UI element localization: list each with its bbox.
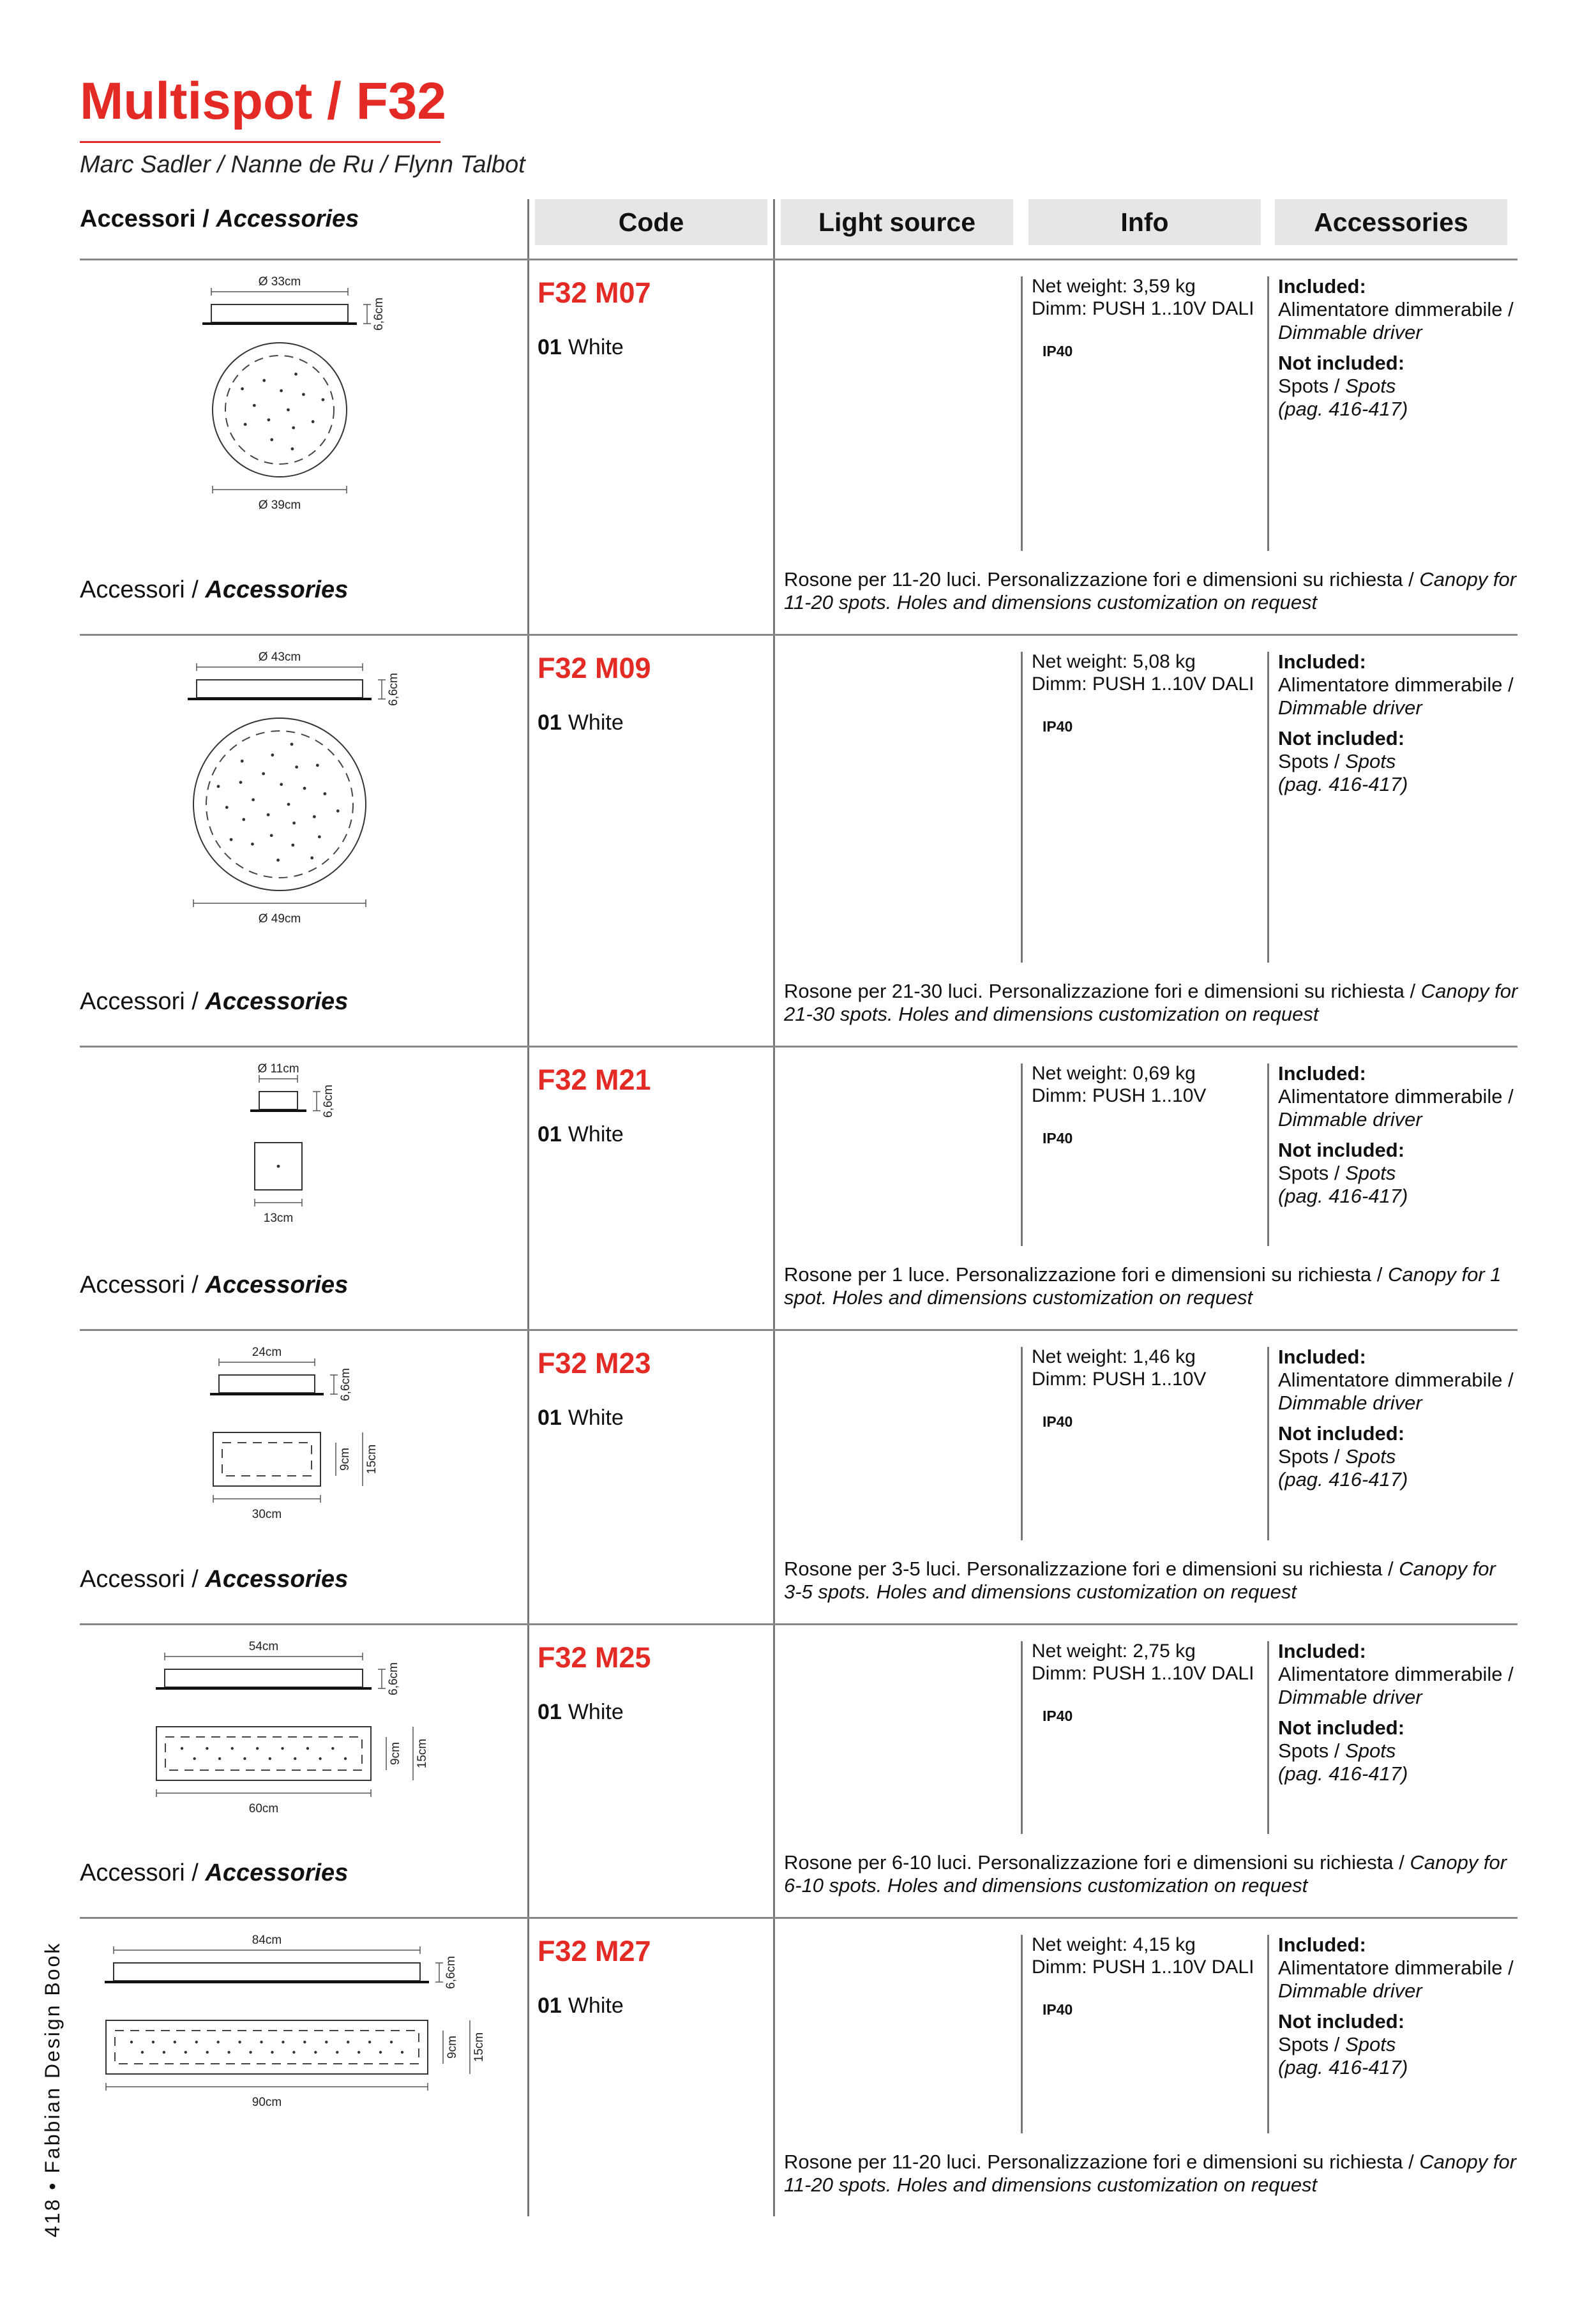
spot-hole	[316, 763, 319, 767]
bottom-dimension-label: 30cm	[252, 1508, 282, 1521]
section-accessories-en: Accessories	[205, 576, 349, 603]
info-column-divider	[1021, 1063, 1023, 1246]
finish-code: 01	[538, 1700, 562, 1724]
mounting-outline	[165, 1737, 362, 1770]
mounting-outline	[222, 1443, 312, 1476]
section-divider	[80, 634, 1517, 636]
section-accessories-en: Accessories	[205, 1272, 349, 1298]
ip-rating: IP40	[1043, 1413, 1073, 1430]
accessories-info	[1278, 1346, 1521, 1491]
bottom-dimension-label: Ø 39cm	[258, 499, 301, 512]
spot-hole	[218, 1757, 221, 1760]
spot-hole	[295, 765, 298, 769]
info-column-divider	[1021, 276, 1023, 551]
spot-hole	[306, 1747, 309, 1750]
product-code: F32 M25	[538, 1641, 651, 1674]
spot-hole	[252, 798, 255, 801]
accessories-column-divider	[1267, 652, 1269, 963]
top-dimension-label: Ø 43cm	[258, 650, 301, 664]
spots-en: Spots	[1345, 750, 1396, 772]
info-column-divider	[1021, 652, 1023, 963]
spot-hole	[292, 822, 296, 825]
spot-hole	[238, 2041, 241, 2043]
column-header-code: Code	[535, 199, 767, 245]
canopy-description	[784, 1558, 1518, 1604]
spot-hole	[152, 2041, 154, 2043]
spot-hole	[239, 781, 243, 784]
product-info	[1032, 1346, 1261, 1390]
product-code: F32 M09	[538, 652, 651, 684]
finish-code: 01	[538, 1406, 562, 1430]
driver-en: Dimmable driver	[1278, 1980, 1422, 2002]
spot-hole	[379, 2051, 382, 2054]
finish-code: 01	[538, 1122, 562, 1146]
description-en: Canopy for 1 spot. Holes and dimensions customization on request	[784, 1263, 1502, 1309]
finish-code: 01	[538, 710, 562, 735]
spot-hole	[276, 859, 280, 862]
accessories-heading-en: Accessories	[216, 206, 359, 232]
spot-hole	[303, 2041, 306, 2043]
mounting-outline	[225, 356, 334, 464]
spot-hole	[331, 1747, 334, 1750]
canopy-outline	[156, 1727, 371, 1780]
column-divider-light-source	[773, 199, 775, 2216]
technical-drawing	[83, 1931, 486, 2205]
spot-hole	[325, 2041, 327, 2043]
description-en: Canopy for 11-20 spots. Holes and dimensions customization on request	[784, 568, 1517, 613]
spots-en: Spots	[1345, 1445, 1396, 1468]
finish-option	[538, 1406, 624, 1431]
section-accessories-it: Accessori /	[80, 576, 199, 603]
finish-option	[538, 1122, 624, 1147]
spot-hole	[227, 2051, 230, 2054]
top-dimension-label: 54cm	[248, 1640, 279, 1653]
spots-line	[1278, 1739, 1521, 1762]
driver-en: Dimmable driver	[1278, 696, 1422, 719]
net-weight: Net weight: 5,08 kg	[1032, 651, 1196, 672]
section-accessories-en: Accessories	[205, 1859, 349, 1886]
info-column-divider	[1021, 1347, 1023, 1540]
section-accessories-it: Accessori /	[80, 1566, 199, 1593]
spot-hole	[312, 420, 315, 423]
finish-code: 01	[538, 335, 562, 359]
finish-name: White	[568, 1994, 624, 2018]
accessories-heading-it: Accessori /	[80, 206, 209, 232]
driver-en: Dimmable driver	[1278, 321, 1422, 343]
spot-hole	[292, 2051, 295, 2054]
spot-hole	[231, 1747, 234, 1750]
profile-body	[197, 680, 363, 698]
spots-line	[1278, 2033, 1521, 2056]
spot-hole	[244, 423, 247, 426]
spot-hole	[323, 792, 326, 795]
spot-hole	[291, 843, 294, 846]
accessories-info	[1278, 1934, 1521, 2079]
spot-hole	[287, 409, 290, 412]
section-divider	[80, 1329, 1517, 1331]
spot-hole	[256, 1747, 259, 1750]
height-dimension-label: 6,6cm	[339, 1368, 352, 1401]
profile-body	[219, 1375, 315, 1393]
accessories-info	[1278, 650, 1521, 796]
spot-hole	[280, 783, 283, 786]
description-it: Rosone per 3-5 luci. Personalizzazione fori e dimensioni su richiesta /	[784, 1558, 1394, 1580]
spot-hole	[216, 2041, 219, 2043]
spot-hole	[292, 426, 295, 430]
spot-hole	[322, 398, 325, 402]
spot-hole	[314, 2051, 317, 2054]
canopy-outline	[106, 2020, 428, 2074]
driver-it: Alimentatore dimmerabile /	[1278, 1957, 1514, 1979]
not-included-label: Not included:	[1278, 1717, 1405, 1739]
profile-body	[259, 1092, 297, 1109]
spots-en: Spots	[1345, 2033, 1396, 2055]
ip-rating: IP40	[1043, 2001, 1073, 2018]
spot-hole	[270, 438, 273, 441]
spot-hole	[243, 1757, 246, 1760]
spot-hole	[269, 1757, 271, 1760]
spot-hole	[271, 753, 274, 756]
section-accessories-en: Accessories	[205, 1566, 349, 1593]
finish-name: White	[568, 710, 624, 735]
spot-hole	[303, 786, 306, 790]
column-header-accessories: Accessories	[1275, 199, 1507, 245]
spot-hole	[267, 813, 270, 816]
section-divider	[80, 259, 1517, 260]
spot-hole	[141, 2051, 144, 2054]
ip-rating: IP40	[1043, 718, 1073, 735]
product-info	[1032, 275, 1261, 320]
info-column-divider	[1021, 1935, 1023, 2133]
outer-dimension-label: 15cm	[416, 1738, 429, 1769]
spot-hole	[287, 803, 290, 806]
product-code: F32 M07	[538, 276, 651, 309]
description-it: Rosone per 11-20 luci. Personalizzazione fori e dimensioni su richiesta /	[784, 2151, 1414, 2173]
spots-en: Spots	[1345, 375, 1396, 397]
spots-en: Spots	[1345, 1162, 1396, 1184]
inner-dimension-label: 9cm	[446, 2036, 459, 2059]
info-column-divider	[1021, 1641, 1023, 1834]
spot-hole	[163, 2051, 165, 2054]
profile-body	[114, 1963, 420, 1981]
spot-hole	[282, 2041, 284, 2043]
finish-name: White	[568, 1700, 624, 1724]
spot-hole	[310, 857, 313, 860]
column-divider-code	[527, 199, 529, 2216]
finish-option	[538, 335, 624, 360]
spot-hole	[217, 785, 220, 788]
section-accessories-it: Accessori /	[80, 988, 199, 1015]
spots-it: Spots /	[1278, 1162, 1340, 1184]
top-dimension-label: 84cm	[252, 1934, 282, 1947]
section-divider	[80, 1046, 1517, 1048]
driver-en: Dimmable driver	[1278, 1686, 1422, 1708]
accessories-heading	[80, 206, 359, 233]
technical-drawing	[83, 648, 466, 1034]
spots-it: Spots /	[1278, 1739, 1340, 1762]
spot-hole	[206, 2051, 209, 2054]
description-it: Rosone per 21-30 luci. Personalizzazione fori e dimensioni su richiesta /	[784, 980, 1416, 1002]
spot-hole	[344, 1757, 347, 1760]
dimming: Dimm: PUSH 1..10V	[1032, 1085, 1207, 1106]
finish-name: White	[568, 1122, 624, 1146]
spot-hole	[313, 815, 316, 818]
spot-hole	[319, 1757, 321, 1760]
spot-hole	[347, 2041, 349, 2043]
description-en: Canopy for 6-10 spots. Holes and dimensions customization on request	[784, 1851, 1507, 1897]
spot-hole	[130, 2041, 133, 2043]
accessories-column-divider	[1267, 1063, 1269, 1246]
top-dimension-label: 24cm	[252, 1346, 282, 1359]
included-label: Included:	[1278, 650, 1366, 673]
spot-hole	[336, 809, 340, 813]
section-accessories-it: Accessori /	[80, 1272, 199, 1298]
section-accessories-en: Accessories	[205, 988, 349, 1015]
net-weight: Net weight: 2,75 kg	[1032, 1641, 1196, 1662]
not-included-label: Not included:	[1278, 352, 1405, 374]
spot-hole	[291, 447, 294, 451]
finish-name: White	[568, 335, 624, 359]
dimming: Dimm: PUSH 1..10V	[1032, 1369, 1207, 1390]
spots-line	[1278, 750, 1521, 773]
finish-name: White	[568, 1406, 624, 1430]
included-label: Included:	[1278, 275, 1366, 297]
title-underline	[80, 141, 440, 143]
canopy-outline	[193, 718, 366, 890]
canopy-description	[784, 1851, 1518, 1897]
top-dimension-label: Ø 11cm	[257, 1062, 299, 1076]
height-dimension-label: 6,6cm	[387, 1662, 400, 1695]
page-reference: (pag. 416-417)	[1278, 773, 1408, 795]
not-included-label: Not included:	[1278, 1422, 1405, 1445]
section-accessories-it: Accessori /	[80, 1859, 199, 1886]
spot-hole	[262, 772, 265, 776]
driver-en: Dimmable driver	[1278, 1392, 1422, 1414]
spot-hole	[184, 2051, 187, 2054]
driver-en: Dimmable driver	[1278, 1108, 1422, 1131]
dimming: Dimm: PUSH 1..10V DALI	[1032, 673, 1254, 695]
column-header-light-source: Light source	[781, 199, 1013, 245]
spot-hole	[174, 2041, 176, 2043]
included-label: Included:	[1278, 1934, 1366, 1956]
description-it: Rosone per 1 luce. Personalizzazione fori e dimensioni su richiesta /	[784, 1263, 1383, 1286]
ip-rating: IP40	[1043, 343, 1073, 359]
canopy-outline	[213, 343, 347, 477]
canopy-description	[784, 980, 1518, 1026]
spot-hole	[390, 2041, 393, 2043]
spots-it: Spots /	[1278, 375, 1340, 397]
page-title: Multispot / F32	[80, 72, 446, 130]
page-number: 418	[41, 2197, 64, 2237]
spot-hole	[302, 393, 305, 396]
not-included-label: Not included:	[1278, 727, 1405, 749]
accessories-column-divider	[1267, 1935, 1269, 2133]
spot-hole	[253, 404, 256, 407]
accessories-column-divider	[1267, 1641, 1269, 1834]
spot-hole	[260, 2041, 262, 2043]
product-info	[1032, 1934, 1261, 1978]
product-info	[1032, 1062, 1261, 1107]
height-dimension-label: 6,6cm	[322, 1085, 335, 1118]
description-en: Canopy for 21-30 spots. Holes and dimensions customization on request	[784, 980, 1518, 1025]
spot-hole	[251, 843, 254, 846]
top-dimension-label: Ø 33cm	[258, 275, 301, 289]
page-footer	[41, 1942, 64, 2237]
included-label: Included:	[1278, 1346, 1366, 1368]
finish-option	[538, 1700, 624, 1725]
spot-hole	[241, 760, 244, 763]
column-header-info: Info	[1028, 199, 1261, 245]
spot-hole	[262, 379, 266, 382]
finish-option	[538, 710, 624, 735]
outer-dimension-label: 15cm	[472, 2032, 486, 2062]
canopy-description	[784, 1263, 1518, 1309]
net-weight: Net weight: 0,69 kg	[1032, 1063, 1196, 1084]
ip-rating: IP40	[1043, 1130, 1073, 1146]
finish-option	[538, 1994, 624, 2018]
spot-hole	[280, 389, 283, 393]
bottom-dimension-label: 13cm	[263, 1212, 294, 1225]
spots-it: Spots /	[1278, 1445, 1340, 1468]
bottom-dimension-label: 90cm	[252, 2096, 282, 2109]
section-divider	[80, 1917, 1517, 1919]
spots-it: Spots /	[1278, 750, 1340, 772]
spots-it: Spots /	[1278, 2033, 1340, 2055]
accessories-info	[1278, 1062, 1521, 1208]
mounting-outline	[206, 731, 353, 878]
inner-dimension-label: 9cm	[389, 1742, 402, 1765]
mounting-outline	[115, 2031, 419, 2064]
product-code: F32 M21	[538, 1063, 651, 1096]
inner-dimension-label: 9cm	[338, 1448, 352, 1471]
accessories-info	[1278, 275, 1521, 421]
net-weight: Net weight: 4,15 kg	[1032, 1934, 1196, 1955]
technical-drawing	[83, 1060, 466, 1318]
page-reference: (pag. 416-417)	[1278, 1468, 1408, 1491]
spot-hole	[294, 373, 297, 376]
accessories-column-divider	[1267, 276, 1269, 551]
spots-line	[1278, 1445, 1521, 1468]
canopy-description	[784, 568, 1518, 614]
page-reference: (pag. 416-417)	[1278, 398, 1408, 420]
height-dimension-label: 6,6cm	[387, 673, 400, 706]
spot-hole	[277, 1165, 280, 1168]
spot-hole	[241, 387, 244, 391]
spot-hole	[290, 742, 294, 746]
spot-hole	[281, 1747, 283, 1750]
canopy-description	[784, 2151, 1518, 2197]
profile-body	[165, 1669, 363, 1687]
spot-hole	[230, 838, 233, 841]
bottom-dimension-label: 60cm	[248, 1802, 279, 1815]
finish-code: 01	[538, 1994, 562, 2018]
spot-hole	[193, 1757, 195, 1760]
page-reference: (pag. 416-417)	[1278, 1185, 1408, 1207]
spots-line	[1278, 375, 1521, 398]
driver-it: Alimentatore dimmerabile /	[1278, 1085, 1514, 1108]
description-en: Canopy for 11-20 spots. Holes and dimensions customization on request	[784, 2151, 1517, 2196]
spot-hole	[358, 2051, 360, 2054]
description-en: Canopy for 3-5 spots. Holes and dimensions customization on request	[784, 1558, 1496, 1603]
net-weight: Net weight: 1,46 kg	[1032, 1346, 1196, 1367]
book-title: Fabbian Design Book	[41, 1941, 64, 2174]
spot-hole	[270, 834, 273, 837]
dimming: Dimm: PUSH 1..10V DALI	[1032, 298, 1254, 319]
spot-hole	[249, 2051, 252, 2054]
profile-body	[211, 304, 348, 322]
driver-it: Alimentatore dimmerabile /	[1278, 298, 1514, 320]
designers: Marc Sadler / Nanne de Ru / Flynn Talbot	[80, 151, 525, 178]
spot-hole	[225, 806, 229, 809]
spot-hole	[368, 2041, 371, 2043]
product-info	[1032, 650, 1261, 695]
ip-rating: IP40	[1043, 1708, 1073, 1724]
product-code: F32 M27	[538, 1935, 651, 1967]
dimming: Dimm: PUSH 1..10V DALI	[1032, 1957, 1254, 1978]
height-dimension-label: 6,6cm	[372, 297, 386, 331]
not-included-label: Not included:	[1278, 2010, 1405, 2032]
technical-drawing	[83, 273, 466, 622]
product-info	[1032, 1640, 1261, 1685]
spot-hole	[336, 2051, 338, 2054]
accessories-column-divider	[1267, 1347, 1269, 1540]
description-it: Rosone per 11-20 luci. Personalizzazione fori e dimensioni su richiesta /	[784, 568, 1414, 590]
spots-en: Spots	[1345, 1739, 1396, 1762]
spot-hole	[206, 1747, 208, 1750]
spot-hole	[195, 2041, 198, 2043]
height-dimension-label: 6,6cm	[444, 1956, 458, 1989]
driver-it: Alimentatore dimmerabile /	[1278, 673, 1514, 696]
page-reference: (pag. 416-417)	[1278, 2056, 1408, 2078]
dimming: Dimm: PUSH 1..10V DALI	[1032, 1663, 1254, 1684]
outer-dimension-label: 15cm	[365, 1444, 379, 1475]
spot-hole	[318, 835, 321, 838]
driver-it: Alimentatore dimmerabile /	[1278, 1663, 1514, 1685]
included-label: Included:	[1278, 1640, 1366, 1662]
spot-hole	[267, 418, 270, 421]
footer-bullet: •	[41, 2181, 64, 2190]
spot-hole	[181, 1747, 183, 1750]
driver-it: Alimentatore dimmerabile /	[1278, 1369, 1514, 1391]
not-included-label: Not included:	[1278, 1139, 1405, 1161]
accessories-info	[1278, 1640, 1521, 1785]
description-it: Rosone per 6-10 luci. Personalizzazione fori e dimensioni su richiesta /	[784, 1851, 1404, 1874]
spots-line	[1278, 1162, 1521, 1185]
technical-drawing	[83, 1637, 466, 1905]
included-label: Included:	[1278, 1062, 1366, 1085]
net-weight: Net weight: 3,59 kg	[1032, 276, 1196, 297]
section-divider	[80, 1623, 1517, 1625]
spot-hole	[242, 818, 245, 821]
product-code: F32 M23	[538, 1347, 651, 1379]
spot-hole	[401, 2051, 403, 2054]
spot-hole	[294, 1757, 296, 1760]
spot-hole	[271, 2051, 273, 2054]
technical-drawing	[83, 1343, 466, 1612]
canopy-outline	[213, 1432, 320, 1486]
page-reference: (pag. 416-417)	[1278, 1762, 1408, 1785]
bottom-dimension-label: Ø 49cm	[258, 912, 301, 926]
